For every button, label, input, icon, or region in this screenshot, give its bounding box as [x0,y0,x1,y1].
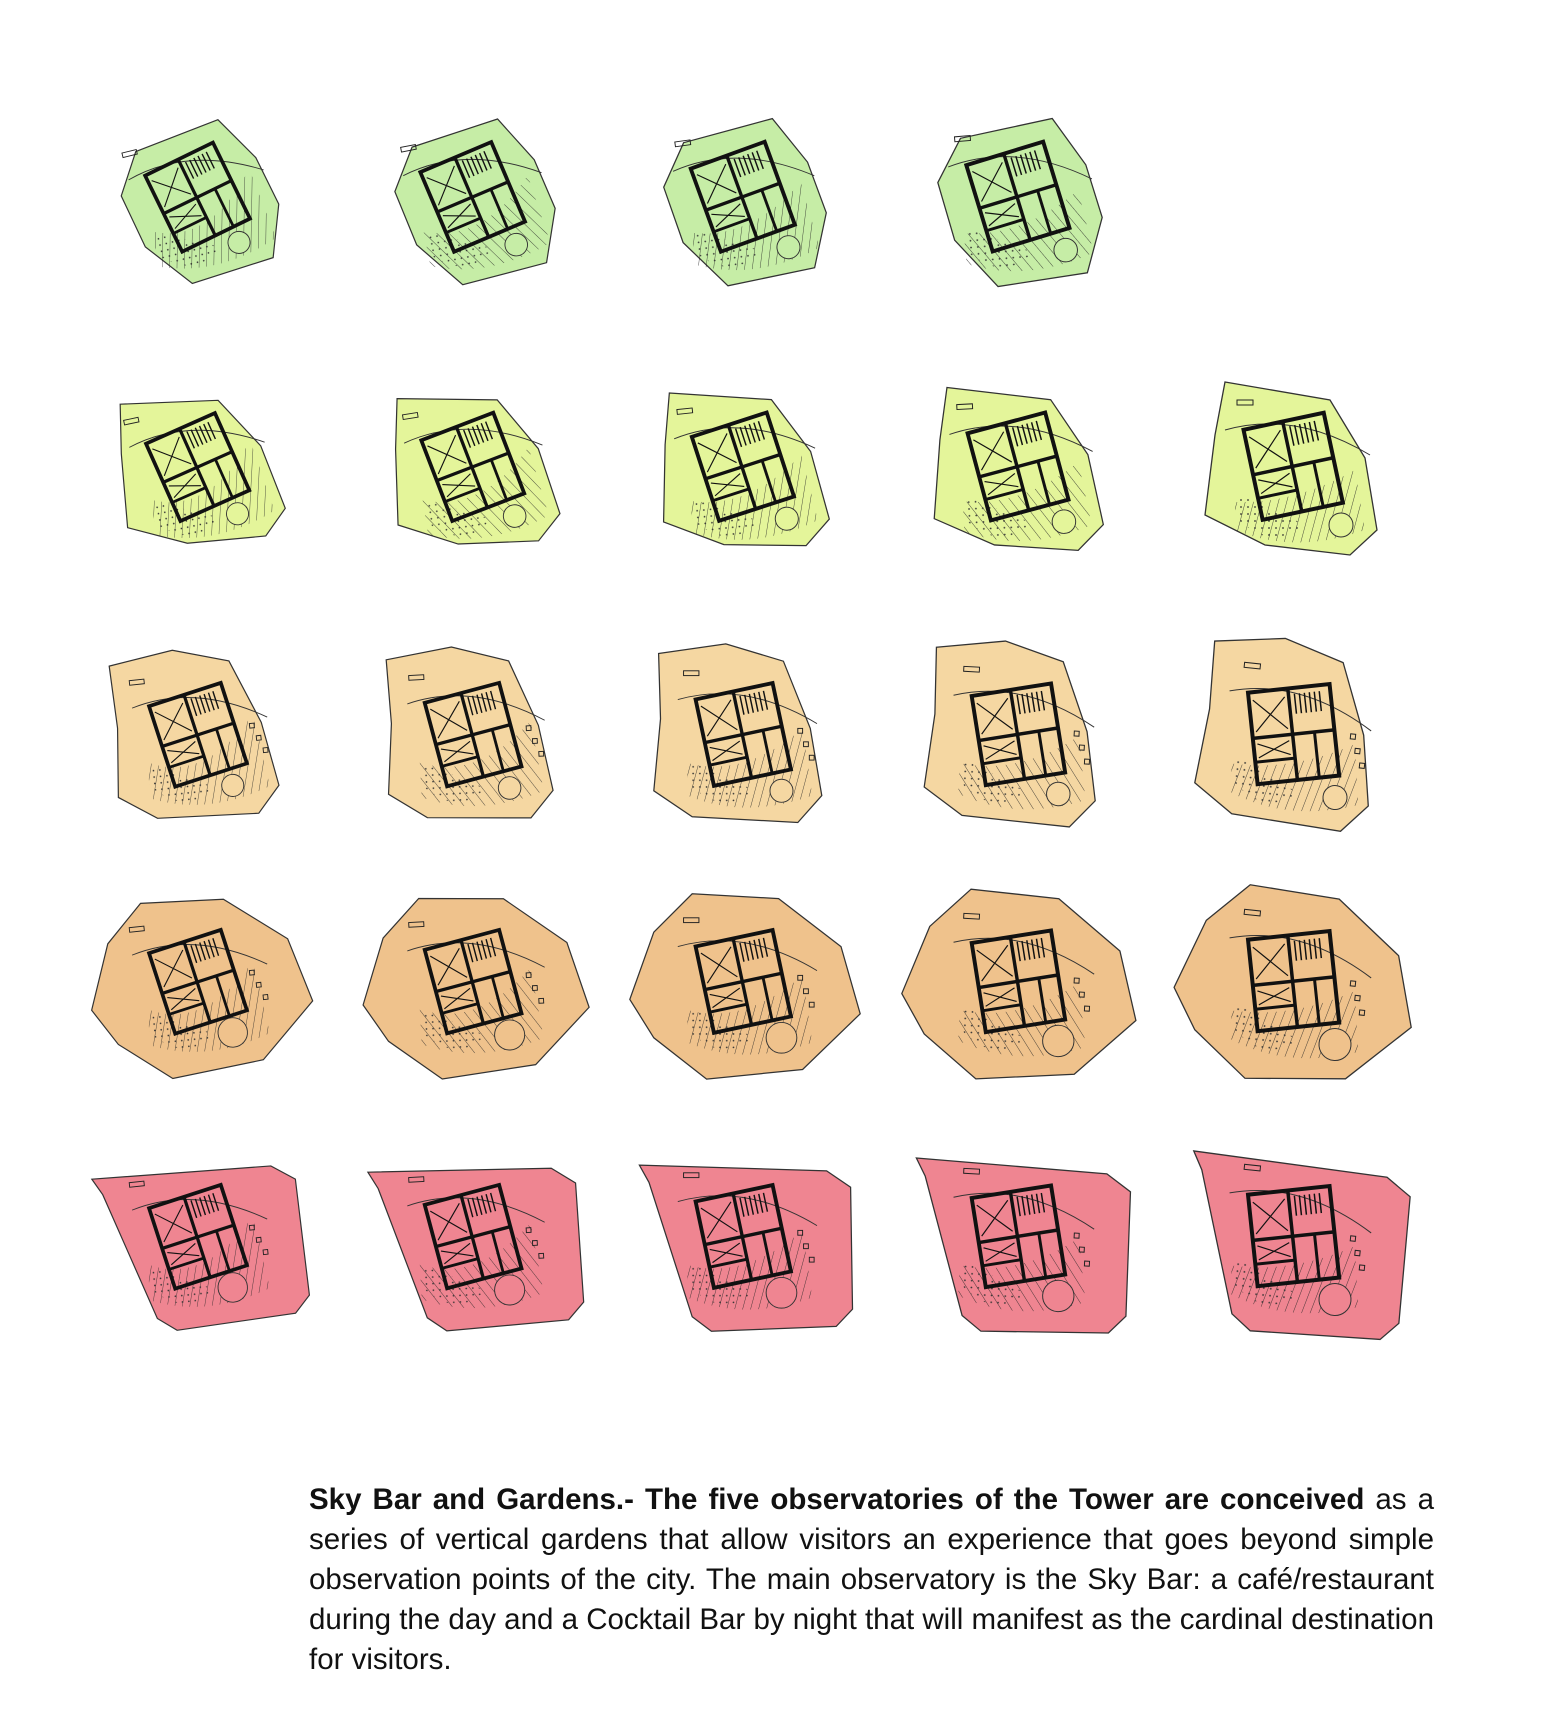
floor-plan [656,113,834,293]
floor-plan [639,1165,852,1331]
floor-plan [1191,631,1384,834]
floor-plan [104,641,282,828]
floor-plan [1165,878,1424,1095]
floor-plan [109,110,292,295]
planter-circle [1052,509,1077,534]
floor-plan [92,1158,312,1338]
floor-plan [654,644,822,823]
caption-body: as a series of vertical gardens that allow visitors an experience that goes beyond simple observation points of the city. The main observatory is the Sky Bar: a café/restaurant during the day and a Cocktail Bar by night that will manifest as the cardinal destination for visitors. [309,1483,1434,1676]
floor-plan [923,637,1104,828]
planter-circle [1046,782,1071,807]
caption-heading: Sky Bar and Gardens.- The five observatories of the Tower are conceived [309,1483,1365,1516]
floor-plan [368,1161,585,1334]
floor-plan [1176,1151,1415,1346]
floor-plan [927,380,1104,558]
floor-plan [102,375,290,564]
floor-plan [898,886,1143,1087]
floor-plan [933,115,1107,291]
planter-circle [766,1022,797,1053]
floor-plan [81,887,319,1087]
floor-plan [907,1158,1133,1339]
floor-plan [358,890,593,1083]
planter-circle [1329,513,1353,537]
floor-plan [650,378,832,560]
caption [309,1480,1434,1680]
floor-plan [381,642,554,825]
planter-circle [770,779,793,802]
floor-plan [1205,382,1377,555]
floor-plan [630,894,860,1079]
floor-plan [379,376,564,562]
planter-circle [766,1277,797,1308]
floor-plan [385,111,566,294]
planter-circle [498,776,522,800]
